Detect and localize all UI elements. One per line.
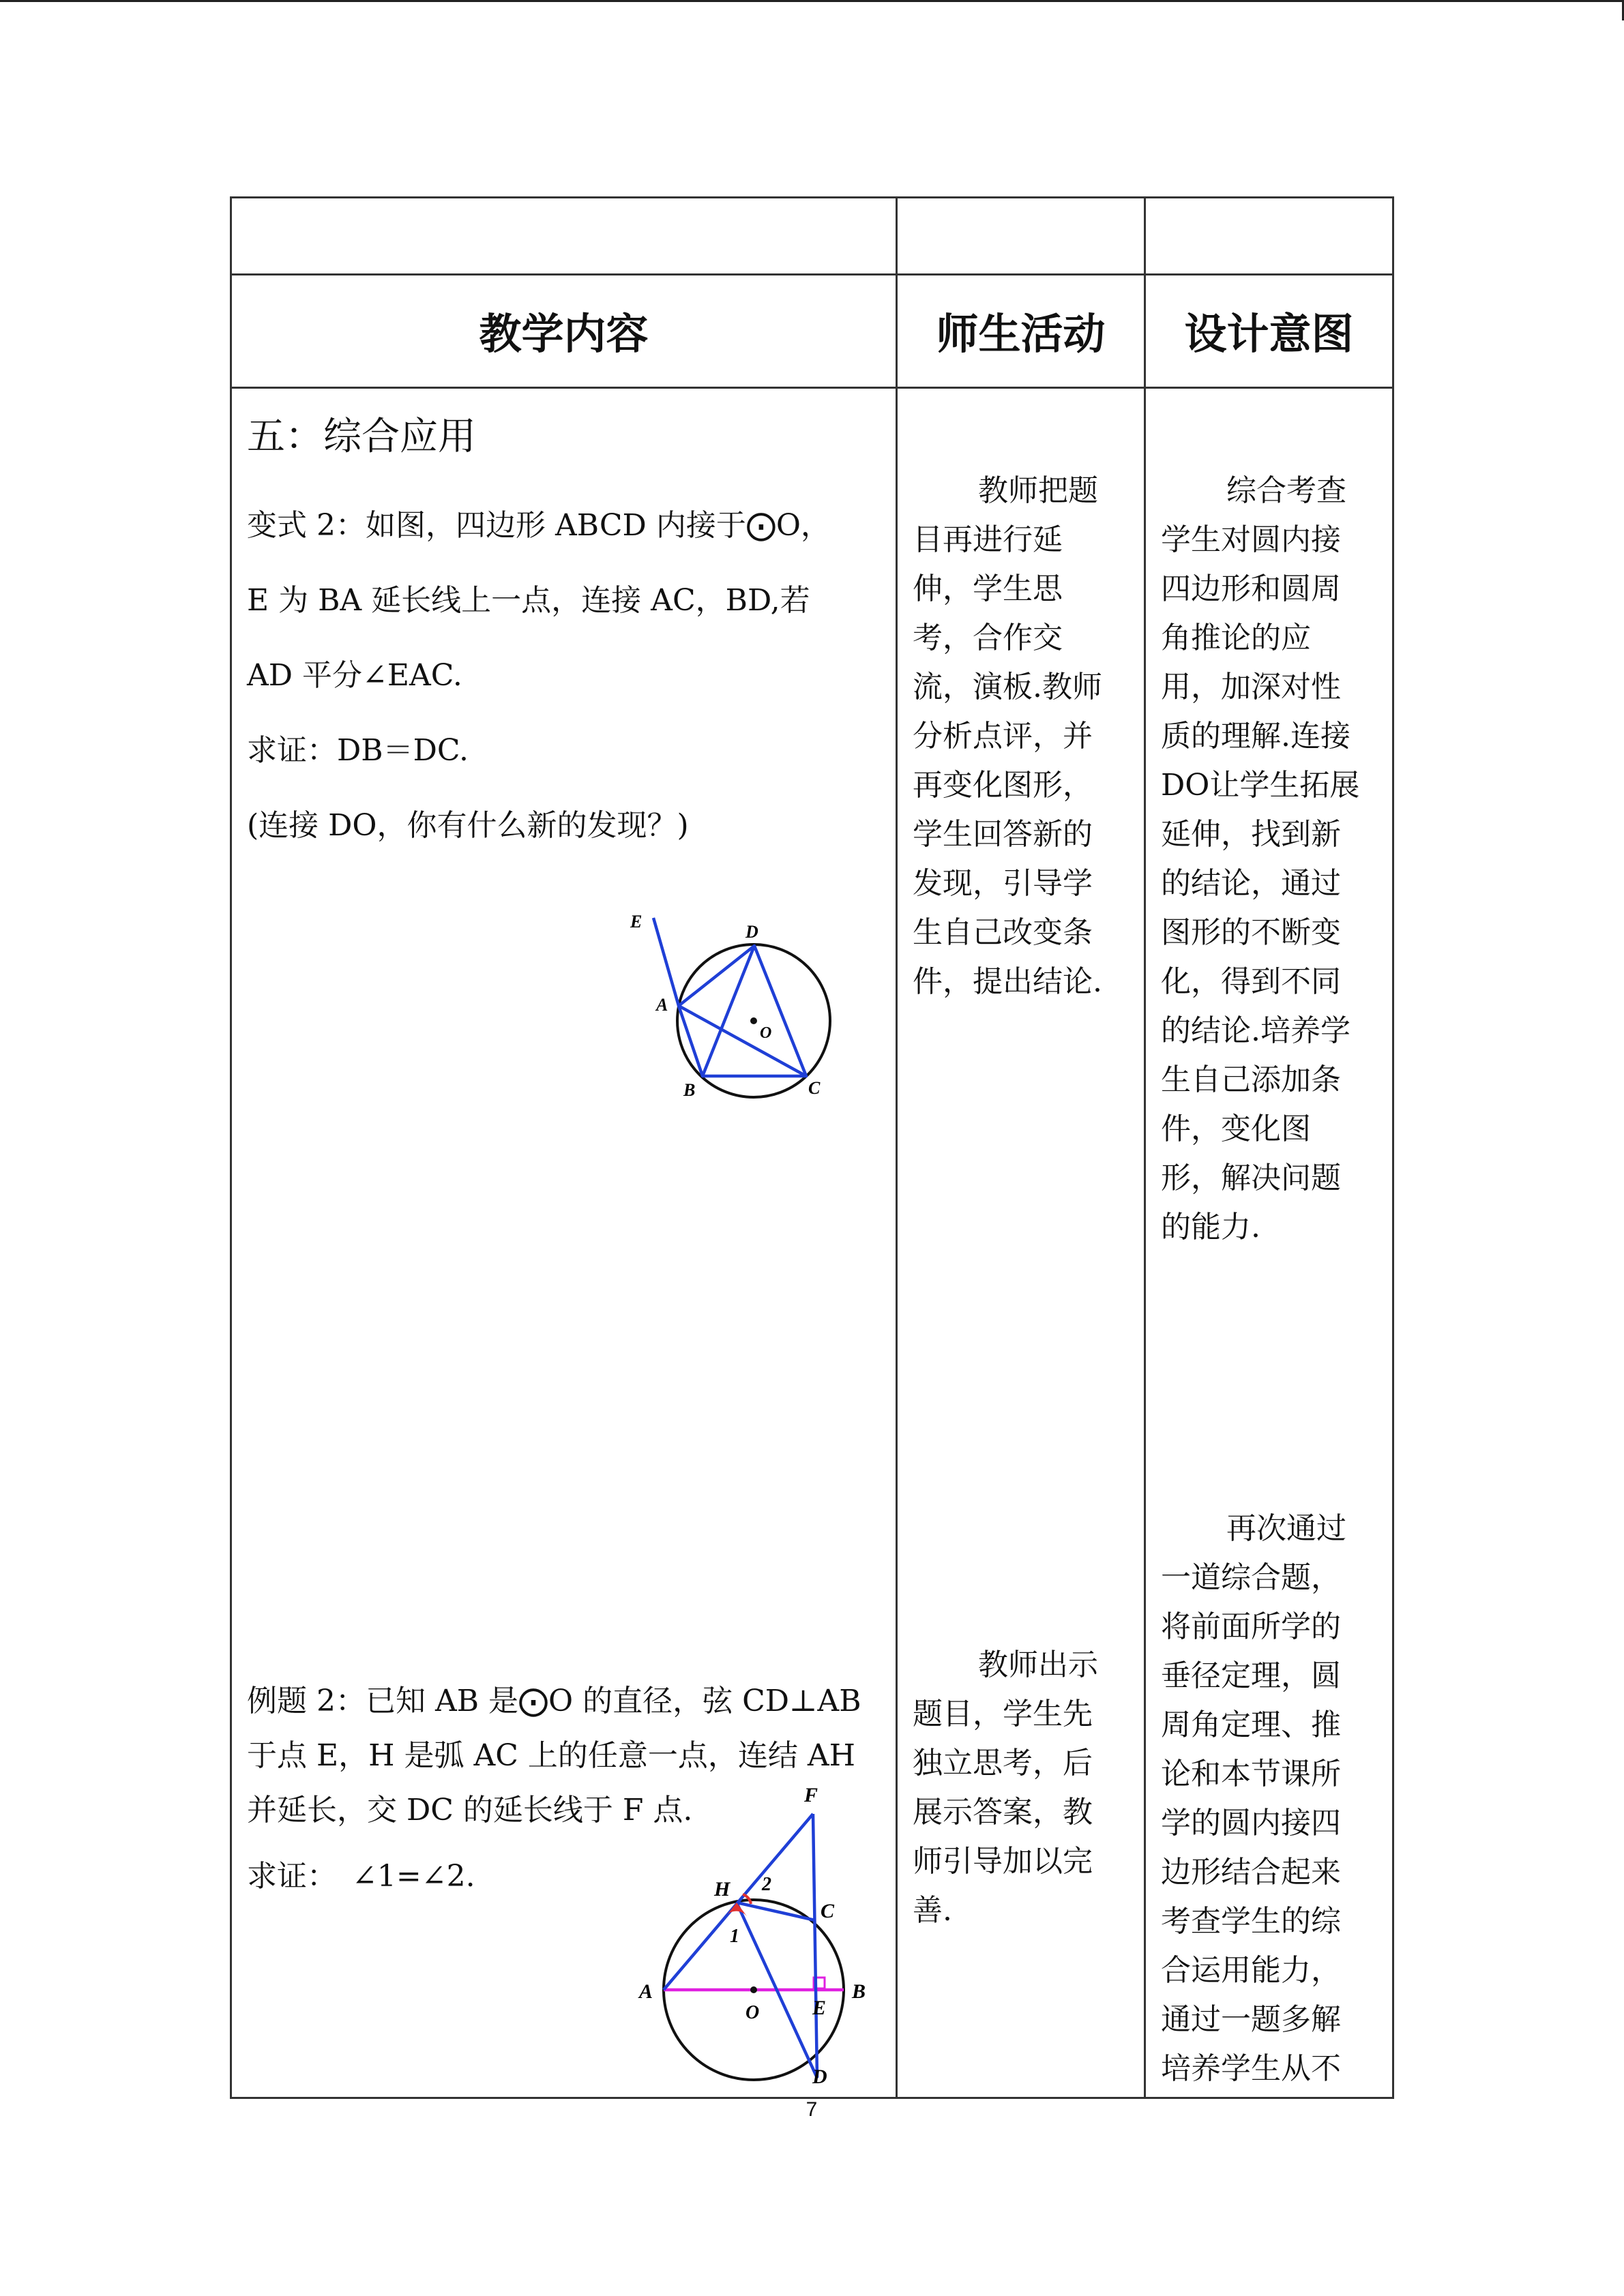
intent-example2 — [1161, 1504, 1365, 2093]
figure-cyclic-quadrilateral — [614, 907, 846, 1112]
variant2-text — [247, 488, 831, 863]
label-c: C — [808, 1078, 821, 1098]
header-teaching-content: 教学内容 — [479, 308, 649, 359]
activity-example2 — [913, 1641, 1117, 1935]
table-border-left — [230, 196, 232, 2099]
line-fd — [813, 1814, 817, 2078]
center-o — [750, 1986, 757, 1993]
example2-line: 例题 2：已知 AB 是⨀O 的直径，弦 CD⊥AB — [247, 1684, 861, 1718]
variant2-line: AD 平分∠EAC. — [247, 658, 462, 693]
line-ea — [653, 918, 679, 1006]
table-border-right — [1392, 196, 1394, 2099]
section-title: 五：综合应用 — [247, 415, 476, 459]
activity-variant2 — [913, 466, 1117, 1007]
label-f: F — [804, 1784, 818, 1806]
example2-proof: 求证： ∠1=∠2. — [247, 1859, 475, 1894]
label-angle-2: 2 — [762, 1874, 771, 1895]
intent-example2-text: 再次通过一道综合题，将前面所学的垂径定理，圆周角定理、推论和本节课所学的圆内接四边形结合起来考查学生的综合运用能力，通过一题多解培养学生从不 — [1161, 1511, 1346, 2086]
figure2-lines — [664, 1814, 817, 2078]
label-d: D — [745, 922, 758, 942]
label-h: H — [714, 1878, 730, 1900]
table-header-divider — [230, 387, 1394, 389]
activity-variant2-text: 教师把题目再进行延伸，学生思考，合作交流，演板.教师分析点评，并再变化图形，学生回答新的发现，引导学生自己改变条件，提出结论. — [913, 473, 1102, 999]
variant2-line: (连接 DO，你有什么新的发现？) — [247, 808, 689, 843]
page-number: 7 — [806, 2098, 818, 2121]
label-a: A — [639, 1980, 653, 2003]
label-o: O — [745, 2002, 760, 2023]
example2-line: 于点 E，H 是弧 AC 上的任意一点，连结 AH — [247, 1738, 856, 1773]
label-e: E — [630, 912, 643, 931]
label-b: B — [852, 1980, 866, 2003]
activity-example2-text: 教师出示题目，学生先独立思考，后展示答案，教师引导加以完善. — [913, 1648, 1098, 1928]
variant2-line: 变式 2：如图，四边形 ABCD 内接于⨀O， — [247, 508, 831, 543]
figure1-lines — [653, 918, 806, 1076]
label-c: C — [821, 1900, 835, 1922]
variant2-line: 求证：DB＝DC. — [247, 733, 469, 768]
line-hc — [737, 1903, 815, 1920]
center-o — [750, 1017, 757, 1024]
header-design-intent: 设计意图 — [1184, 308, 1354, 359]
header-teacher-student-activity: 师生活动 — [936, 308, 1106, 359]
table-border-col1 — [896, 196, 898, 2099]
label-b: B — [683, 1080, 696, 1100]
label-o: O — [760, 1024, 772, 1042]
label-angle-1: 1 — [730, 1926, 739, 1947]
intent-variant2-text: 综合考查学生对圆内接四边形和圆周角推论的应用，加深对性质的理解.连接DO让学生拓展延伸，找到新的结论，通过图形的不断变化，得到不同的结论.培养学生自己添加条件，变化图形，解决问题的能力. — [1161, 473, 1360, 1244]
label-a: A — [656, 995, 668, 1015]
quadrilateral-abcd — [679, 946, 806, 1076]
table-border-top — [230, 196, 1394, 198]
label-e: E — [812, 1997, 827, 2019]
figure-diameter-chord — [631, 1773, 883, 2093]
label-d: D — [812, 2066, 827, 2088]
variant2-line: E 为 BA 延长线上一点，连接 AC，BD,若 — [247, 583, 810, 618]
example2-line: 并延长，交 DC 的延长线于 F 点. — [247, 1793, 693, 1828]
intent-variant2 — [1161, 466, 1365, 1252]
table-border-col2 — [1144, 196, 1146, 2099]
page-top-border — [0, 0, 1624, 2]
